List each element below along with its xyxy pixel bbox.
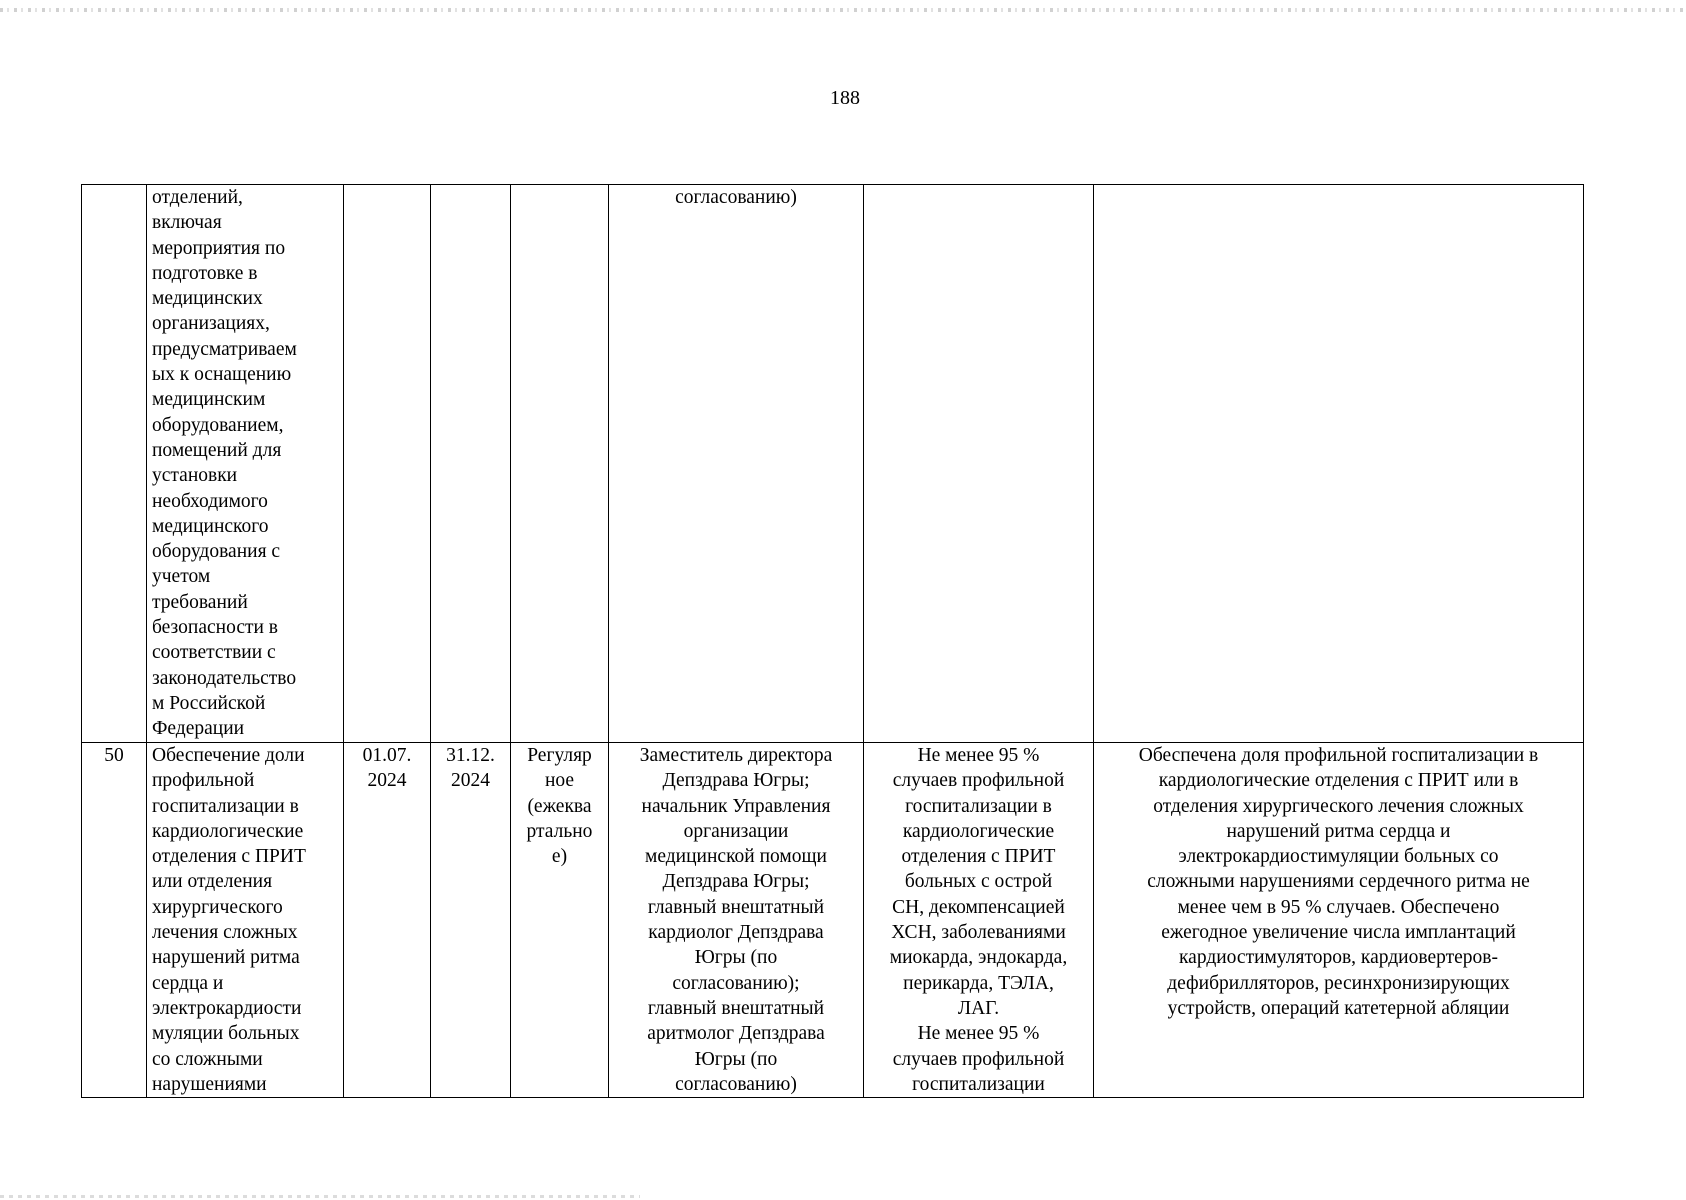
scan-edge-top [0, 8, 1686, 12]
row-number-cell: 50 [82, 743, 147, 1098]
responsible-cell: согласованию) [609, 185, 864, 743]
end-date-cell: 31.12. 2024 [431, 743, 511, 1098]
measure-cell: Обеспечение доли профильной госпитализации в кардиологические отделения с ПРИТ или отделения хирургического лечения сложных нарушений ритма сердца и электрокардиости муляции больных со сложными нарушениями [147, 743, 344, 1098]
indicator-cell: Не менее 95 % случаев профильной госпитализации в кардиологические отделения с ПРИТ больных с острой СН, декомпенсацией ХСН, заболеваниями миокарда, эндокарда, перикарда, ТЭЛА, ЛАГ. Не менее 95 % случаев профильной госпитализации [864, 743, 1094, 1098]
indicator-cell [864, 185, 1094, 743]
row-number-cell [82, 185, 147, 743]
start-date-cell: 01.07. 2024 [344, 743, 431, 1098]
document-table [81, 184, 1584, 1098]
measure-cell: отделений, включая мероприятия по подготовке в медицинских организациях, предусматриваем ых к оснащению медицинским оборудованием, помещений для установки необходимого медицинского оборудования с учетом требований безопасности в соответствии с законодательство м Российской Федерации [147, 185, 344, 743]
table-row [82, 185, 1584, 743]
page-number: 188 [830, 87, 860, 109]
type-cell: Регуляр ное (ежеква ртально е) [511, 743, 609, 1098]
result-cell [1094, 185, 1584, 743]
end-date-cell [431, 185, 511, 743]
table-row [82, 743, 1584, 1098]
type-cell [511, 185, 609, 743]
result-cell: Обеспечена доля профильной госпитализации в кардиологические отделения с ПРИТ или в отделения хирургического лечения сложных нарушений ритма сердца и электрокардиостимуляции больных со сложными нарушениями сердечного ритма не менее чем в 95 % случаев. Обеспечено ежегодное увеличение числа имплантаций кардиостимуляторов, кардиовертеров- дефибрилляторов, ресинхронизирующих устройств, операций катетерной абляции [1094, 743, 1584, 1098]
start-date-cell [344, 185, 431, 743]
scan-edge-bottom [0, 1195, 640, 1198]
responsible-cell: Заместитель директора Депздрава Югры; начальник Управления организации медицинской помощи Депздрава Югры; главный внештатный кардиолог Депздрава Югры (по согласованию); главный внештатный аритмолог Депздрава Югры (по согласованию) [609, 743, 864, 1098]
